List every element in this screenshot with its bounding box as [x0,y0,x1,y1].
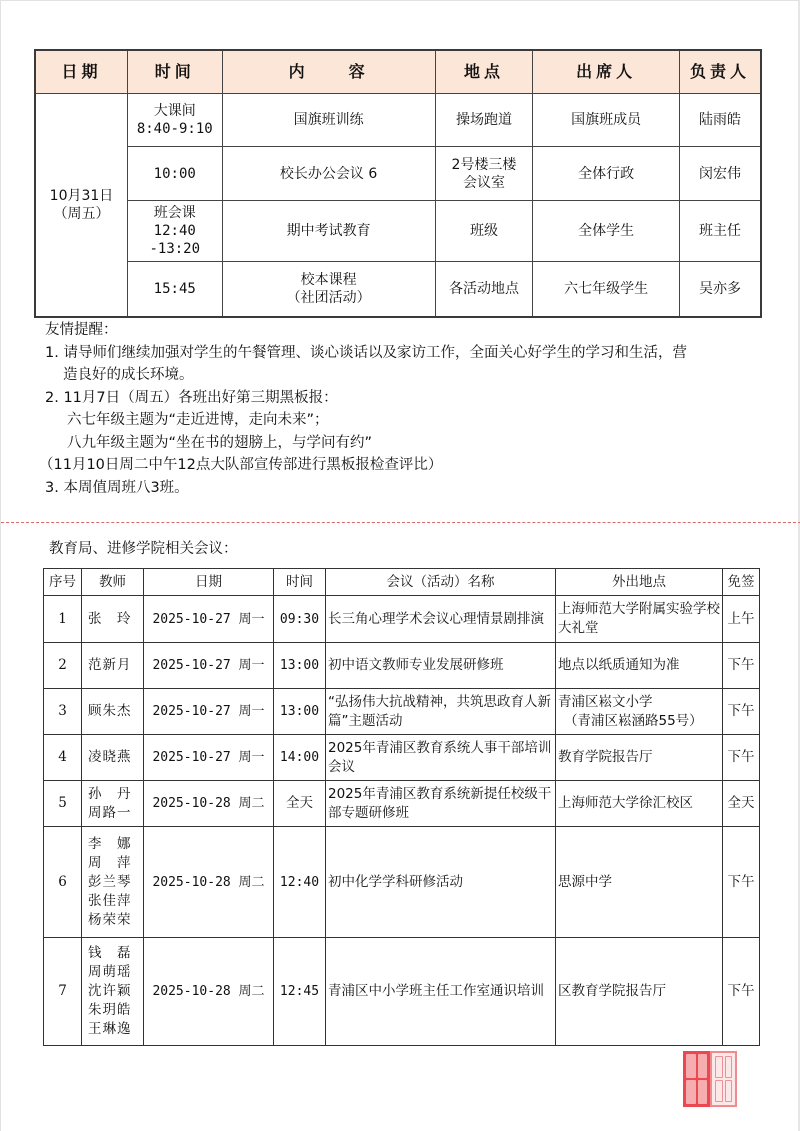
time-label: 大课间 [153,103,196,119]
meeting-time: 13:00 [274,643,326,689]
meeting-seq: 4 [44,735,82,781]
meeting-exempt: 下午 [723,689,760,735]
meeting-name: 长三角心理学术会议心理情景剧排演 [326,596,556,643]
meeting-location: 思源中学 [556,827,723,938]
schedule-owner: 闵宏伟 [680,147,761,201]
schedule-location: 各活动地点 [435,262,533,318]
meeting-seq: 2 [44,643,82,689]
meeting-location [556,689,723,735]
schedule-row [35,201,761,262]
meeting-exempt: 下午 [723,938,760,1046]
teacher-name: 彭兰琴 [88,873,132,890]
header-exempt: 免签 [723,569,760,596]
header-location: 地点 [435,50,533,94]
schedule-content: 国旗班训练 [222,94,435,147]
meeting-row [44,689,760,735]
meeting-teachers [82,938,144,1046]
teacher-name: 周路一 [88,804,132,821]
schedule-content: 校长办公会议 6 [222,147,435,201]
meeting-date: 2025-10-27 周一 [144,643,274,689]
meeting-row [44,596,760,643]
location-line: 2号楼三楼 [451,156,517,173]
schedule-date-cell [35,94,128,318]
seal-right-half [710,1051,737,1107]
content-line: （社团活动） [286,290,371,306]
location-line: （青浦区崧涵路55号） [564,712,703,729]
weekly-schedule-table [34,49,762,318]
red-seal-stamp-icon [683,1051,737,1107]
schedule-attendees: 全体行政 [533,147,680,201]
meeting-seq: 6 [44,827,82,938]
reminders-title: 友情提醒： [45,322,118,338]
schedule-owner: 陆雨皓 [680,94,761,147]
meeting-name: “弘扬伟大抗战精神，共筑思政育人新篇”主题活动 [326,689,556,735]
meeting-location: 地点以纸质通知为准 [556,643,723,689]
schedule-time [128,94,223,147]
meeting-name: 2025年青浦区教育系统新提任校级干部专题研修班 [326,781,556,827]
teacher-name: 周 萍 [88,854,132,871]
teacher-name: 范新月 [88,657,132,673]
meetings-table [43,568,760,1046]
teacher-name: 钱 磊 [88,945,132,961]
teacher-name: 孙 丹 [88,785,132,802]
schedule-row [35,262,761,318]
header-seq: 序号 [44,569,82,596]
meeting-time: 全天 [274,781,326,827]
header-location: 外出地点 [556,569,723,596]
meeting-exempt: 下午 [723,735,760,781]
teacher-name: 周萌瑶 [88,964,132,980]
schedule-content [222,262,435,318]
teacher-name: 沈许颖 [88,983,132,999]
meeting-exempt: 上午 [723,596,760,643]
teacher-name: 朱玥皓 [88,1002,132,1018]
location-line: 会议室 [462,174,505,191]
meeting-time: 12:40 [274,827,326,938]
header-date: 日期 [35,50,128,94]
reminder-item-2: 2. 11月7日（周五）各班出好第三期黑板报： [45,389,338,406]
reminder-item-2-theme-67: 六七年级主题为“走近进博，走向未来”； [67,412,329,428]
meeting-date: 2025-10-28 周二 [144,781,274,827]
seal-left-half [683,1051,710,1107]
header-time: 时间 [274,569,326,596]
header-time: 时间 [128,50,223,94]
schedule-owner: 班主任 [680,201,761,262]
time-range: 8:40-9:10 [136,121,213,137]
meeting-location: 教育学院报告厅 [556,735,723,781]
schedule-date: 10月31日 [49,188,114,204]
meeting-name: 青浦区中小学班主任工作室通识培训 [326,938,556,1046]
meeting-time: 12:45 [274,938,326,1046]
meeting-name: 初中语文教师专业发展研修班 [326,643,556,689]
schedule-row [35,147,761,201]
meeting-teachers [82,643,144,689]
meeting-row [44,735,760,781]
reminder-item-1-cont: 造良好的成长环境。 [63,367,194,383]
teacher-name: 王琳逸 [88,1021,132,1037]
teacher-name: 杨荣荣 [88,911,132,928]
meeting-exempt: 下午 [723,827,760,938]
meeting-date: 2025-10-27 周一 [144,735,274,781]
reminder-item-1: 1. 请导师们继续加强对学生的午餐管理、谈心谈话以及家访工作，全面关心好学生的学习和生活，营 [45,344,687,361]
schedule-attendees: 国旗班成员 [533,94,680,147]
schedule-row [35,94,761,147]
header-teacher: 教师 [82,569,144,596]
schedule-location: 班级 [435,201,533,262]
dashed-separator [1,522,800,523]
meeting-name: 初中化学学科研修活动 [326,827,556,938]
schedule-attendees: 六七年级学生 [533,262,680,318]
meeting-teachers [82,596,144,643]
location-line: 青浦区崧文小学 [558,693,653,710]
schedule-content: 期中考试教育 [222,201,435,262]
meeting-teachers [82,827,144,938]
meeting-seq: 5 [44,781,82,827]
meetings-title: 教育局、进修学院相关会议： [49,541,238,557]
meeting-seq: 3 [44,689,82,735]
meeting-time: 14:00 [274,735,326,781]
schedule-time: 10:00 [128,147,223,201]
meeting-date: 2025-10-28 周二 [144,827,274,938]
meeting-name: 2025年青浦区教育系统人事干部培训会议 [326,735,556,781]
header-content: 内 容 [222,50,435,94]
teacher-name: 张佳萍 [88,892,132,909]
schedule-header-row [35,50,761,94]
teacher-name: 张 玲 [88,610,132,627]
meeting-seq: 1 [44,596,82,643]
meeting-exempt: 全天 [723,781,760,827]
teacher-name: 凌晓燕 [88,749,132,765]
schedule-time [128,201,223,262]
reminder-item-2-theme-89: 八九年级主题为“坐在书的翅膀上，与学问有约” [67,434,373,451]
teacher-name: 李 娜 [88,835,132,852]
header-date: 日期 [144,569,274,596]
header-attendees: 出席人 [533,50,680,94]
time-end: -13:20 [149,241,201,257]
schedule-location: 操场跑道 [435,94,533,147]
meeting-teachers [82,689,144,735]
schedule-weekday: （周五） [53,206,110,222]
schedule-owner: 吴亦多 [680,262,761,318]
meeting-row [44,938,760,1046]
meeting-time: 13:00 [274,689,326,735]
meeting-row [44,781,760,827]
meeting-location: 上海师范大学附属实验学校大礼堂 [556,596,723,643]
meeting-exempt: 下午 [723,643,760,689]
teacher-name: 顾朱杰 [88,703,132,719]
meeting-row [44,827,760,938]
schedule-location [435,147,533,201]
header-meeting-name: 会议（活动）名称 [326,569,556,596]
meeting-row [44,643,760,689]
reminder-item-2-note: （11月10日周二中午12点大队部宣传部进行黑板报检查评比） [39,457,443,473]
meeting-date: 2025-10-27 周一 [144,689,274,735]
meeting-seq: 7 [44,938,82,1046]
reminder-item-3: 3. 本周值周班八3班。 [45,479,189,496]
schedule-time: 15:45 [128,262,223,318]
time-label: 班会课 [153,205,196,221]
meetings-header-row [44,569,760,596]
meeting-date: 2025-10-28 周二 [144,938,274,1046]
time-start: 12:40 [153,223,196,239]
meeting-teachers [82,735,144,781]
schedule-attendees: 全体学生 [533,201,680,262]
meeting-location: 上海师范大学徐汇校区 [556,781,723,827]
content-line: 校本课程 [300,272,357,288]
meeting-time: 09:30 [274,596,326,643]
meeting-date: 2025-10-27 周一 [144,596,274,643]
meeting-location: 区教育学院报告厅 [556,938,723,1046]
header-owner: 负责人 [680,50,761,94]
meeting-teachers [82,781,144,827]
reminders-section [39,319,775,499]
